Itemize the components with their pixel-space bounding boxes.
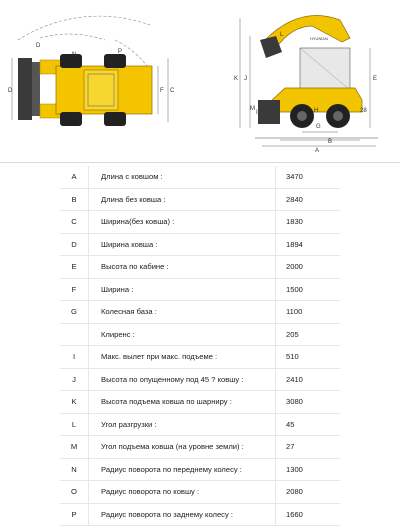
spec-value: 510 bbox=[276, 346, 341, 369]
dimension-diagram bbox=[0, 0, 400, 163]
spec-name: Колесная база : bbox=[89, 301, 276, 324]
spec-table-body bbox=[60, 166, 340, 526]
spec-letter: G bbox=[60, 301, 89, 324]
spec-row bbox=[60, 323, 340, 346]
spec-row bbox=[60, 166, 340, 188]
label-j: J bbox=[244, 76, 247, 82]
spec-value: 2000 bbox=[276, 256, 341, 279]
spec-name: Длина с ковшом : bbox=[89, 166, 276, 188]
top-view-drawing bbox=[8, 16, 175, 126]
spec-value: 205 bbox=[276, 323, 341, 346]
spec-name: Угол разгрузки : bbox=[89, 413, 276, 436]
spec-letter: K bbox=[60, 391, 89, 414]
spec-name: Длина без ковша : bbox=[89, 188, 276, 211]
spec-letter: B bbox=[60, 188, 89, 211]
label-c: C bbox=[170, 88, 175, 94]
brand-text: HYUNDAI bbox=[310, 36, 329, 41]
spec-name: Высота по кабине : bbox=[89, 256, 276, 279]
spec-value: 2840 bbox=[276, 188, 341, 211]
spec-value: 2080 bbox=[276, 481, 341, 504]
spec-row bbox=[60, 256, 340, 279]
spec-row bbox=[60, 368, 340, 391]
spec-value: 1500 bbox=[276, 278, 341, 301]
spec-letter: O bbox=[60, 481, 89, 504]
spec-letter: P bbox=[60, 503, 89, 526]
spec-row bbox=[60, 346, 340, 369]
spec-row bbox=[60, 503, 340, 526]
spec-table bbox=[60, 166, 340, 526]
label-b: B bbox=[328, 139, 333, 145]
spec-value: 45 bbox=[276, 413, 341, 436]
spec-name: Макс. вылет при макс. подъеме : bbox=[89, 346, 276, 369]
spec-name: Ширина ковша : bbox=[89, 233, 276, 256]
spec-value: 2410 bbox=[276, 368, 341, 391]
label-f: F bbox=[160, 88, 164, 94]
label-d-top: D bbox=[36, 43, 41, 49]
spec-letter: M bbox=[60, 436, 89, 459]
spec-letter: I bbox=[60, 346, 89, 369]
spec-name: Угол подъема ковша (на уровне земли) : bbox=[89, 436, 276, 459]
spec-row bbox=[60, 301, 340, 324]
spec-letter: C bbox=[60, 211, 89, 234]
spec-row bbox=[60, 481, 340, 504]
label-d-side: D bbox=[8, 88, 13, 94]
spec-letter: N bbox=[60, 458, 89, 481]
spec-value: 1894 bbox=[276, 233, 341, 256]
spec-letter: J bbox=[60, 368, 89, 391]
spec-value: 1100 bbox=[276, 301, 341, 324]
spec-letter: L bbox=[60, 413, 89, 436]
spec-value: 3470 bbox=[276, 166, 341, 188]
spec-value: 1830 bbox=[276, 211, 341, 234]
spec-name: Клиренс : bbox=[89, 323, 276, 346]
spec-row bbox=[60, 233, 340, 256]
label-k: K bbox=[234, 76, 239, 82]
spec-value: 1660 bbox=[276, 503, 341, 526]
spec-name: Радиус поворота по заднему колесу : bbox=[89, 503, 276, 526]
spec-row bbox=[60, 458, 340, 481]
label-n: N bbox=[72, 52, 77, 58]
spec-letter: A bbox=[60, 166, 89, 188]
spec-row bbox=[60, 391, 340, 414]
spec-row bbox=[60, 436, 340, 459]
spec-row bbox=[60, 188, 340, 211]
label-28: 28 bbox=[360, 108, 367, 114]
spec-row bbox=[60, 413, 340, 436]
spec-row bbox=[60, 211, 340, 234]
spec-name: Высота подъема ковша по шарниру : bbox=[89, 391, 276, 414]
spec-name: Ширина : bbox=[89, 278, 276, 301]
spec-value: 1300 bbox=[276, 458, 341, 481]
label-p: P bbox=[118, 49, 123, 55]
spec-value: 3080 bbox=[276, 391, 341, 414]
spec-letter: D bbox=[60, 233, 89, 256]
label-i: I bbox=[256, 110, 258, 116]
label-m: M bbox=[250, 106, 255, 112]
label-l: L bbox=[280, 32, 284, 38]
loader-drawings bbox=[0, 0, 400, 162]
spec-letter: F bbox=[60, 278, 89, 301]
spec-name: Радиус поворота по ковшу : bbox=[89, 481, 276, 504]
spec-letter: E bbox=[60, 256, 89, 279]
side-view-drawing bbox=[234, 16, 378, 155]
spec-name: Высота по опущенному под 45 ? ковшу : bbox=[89, 368, 276, 391]
label-e: E bbox=[373, 76, 378, 82]
label-a: A bbox=[315, 148, 320, 154]
label-h: H bbox=[314, 108, 319, 114]
spec-name: Ширина(без ковша) : bbox=[89, 211, 276, 234]
spec-row bbox=[60, 278, 340, 301]
spec-letter bbox=[60, 323, 89, 346]
spec-name: Радиус поворота по переднему колесу : bbox=[89, 458, 276, 481]
spec-value: 27 bbox=[276, 436, 341, 459]
label-g: G bbox=[316, 124, 321, 130]
